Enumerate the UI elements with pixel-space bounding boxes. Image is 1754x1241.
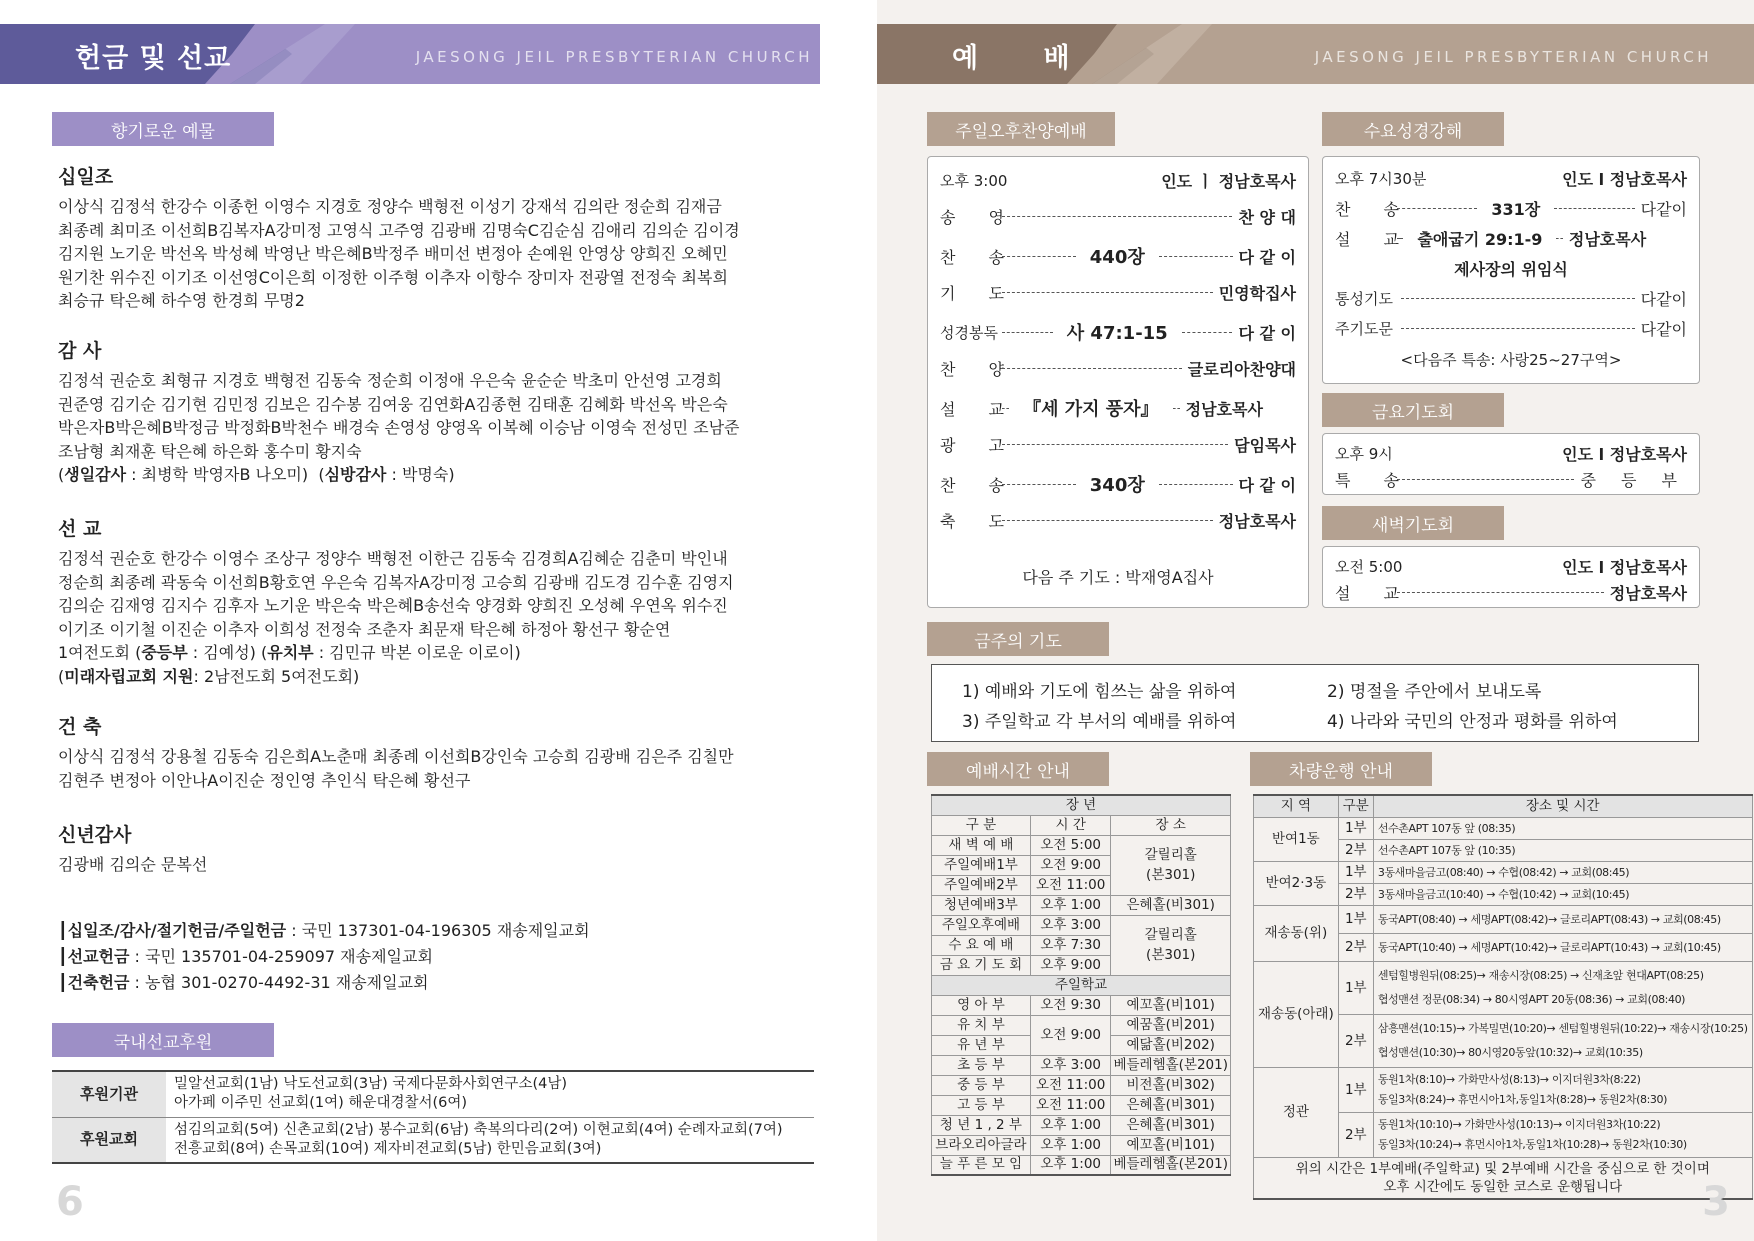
sunday-service-tag: 주일오후찬양예배 bbox=[927, 112, 1115, 146]
building-section bbox=[58, 712, 838, 792]
next-prayer: 다음 주 기도 : 박재영A집사 bbox=[1022, 568, 1214, 587]
prayer-item: 4) 나라와 국민의 안정과 평화를 위하여 bbox=[1327, 712, 1618, 732]
dawn-header-row: 오전 5:00 인도 l 정남호목사 bbox=[1335, 558, 1687, 577]
offering-tag: 향기로운 예물 bbox=[52, 112, 274, 146]
domestic-mission-tag: 국내선교후원 bbox=[52, 1023, 274, 1057]
order-row: 성경봉독 사 47:1-15 다 같 이 bbox=[940, 323, 1296, 344]
order-row: 찬 양 글로리아찬양대 bbox=[940, 360, 1296, 379]
table-row: 2부 선수촌APT 107동 앞 (10:35) bbox=[1254, 840, 1753, 862]
donor-line: 최승규 탁은혜 하수영 한경희 무명2 bbox=[58, 291, 305, 310]
friday-order-box bbox=[1322, 433, 1700, 495]
school-header: 주일학교 bbox=[932, 975, 1231, 995]
donor-line: 권준영 김기순 김기현 김민정 김보은 김수봉 김여웅 김연화A김종현 김태훈 김혜화 박선옥 박은숙 bbox=[58, 394, 728, 414]
account-item: ┃건축헌금 : 농협 301-0270-4492-31 재송제일교회 bbox=[58, 973, 429, 992]
support-cell: 섬김의교회(5여) 신촌교회(2남) 봉수교회(6남) 축복의다리(2여) 이현교회(4여) 순례자교회(7여) 전흥교회(8여) 손목교회(10여) 제자비젼교회(5남) 한민음교회(3여) bbox=[166, 1117, 814, 1163]
donor-line: 김지원 노기운 박선옥 박성혜 박영난 박은혜B박정주 배미선 변정아 손예원 안영상 양희진 오혜민 bbox=[58, 244, 728, 263]
mission-section bbox=[58, 514, 838, 688]
table-row bbox=[52, 1117, 814, 1163]
table-row: 고 등 부 오전 11:00 은혜홀(비301) bbox=[932, 1095, 1231, 1115]
dawn-prayer-tag: 새벽기도회 bbox=[1322, 506, 1504, 540]
col-header: 구 분 bbox=[932, 815, 1031, 835]
table-row: 유 치 부 오전 9:00 예꿈홀(비201) bbox=[932, 1015, 1231, 1035]
next-week-note: <다음주 특송: 사랑25~27구역> bbox=[1400, 351, 1622, 369]
prayer-item: 2) 명절을 주안에서 보내도록 bbox=[1327, 682, 1542, 702]
table-row bbox=[52, 1071, 814, 1117]
tithe-heading: 십일조 bbox=[58, 166, 114, 188]
table-row: 늘 푸 른 모 임 오후 1:00 베들레헴홀(본201) bbox=[932, 1155, 1231, 1175]
schedule-table bbox=[931, 794, 1231, 1176]
donor-line: 박은자B박은혜B박정금 박정화B박천수 배경숙 손영성 양영옥 이복혜 이승남 이영숙 전성민 조남준 bbox=[58, 418, 740, 437]
order-row: 특 송 중 등 부 bbox=[1335, 471, 1687, 490]
table-row: 중 등 부 오전 11:00 비전홀(비302) bbox=[932, 1075, 1231, 1095]
left-subtitle: JAESONG JEIL PRESBYTERIAN CHURCH bbox=[415, 48, 813, 66]
car-note: 위의 시간은 1부예배(주일학교) 및 2부예배 시간을 중심으로 한 것이며 오후 시간에도 동일한 코스로 운행됩니다 bbox=[1254, 1158, 1753, 1200]
table-row: 초 등 부 오후 3:00 베들레헴홀(본201) bbox=[932, 1055, 1231, 1075]
col-header: 시 간 bbox=[1030, 815, 1111, 835]
right-subtitle: JAESONG JEIL PRESBYTERIAN CHURCH bbox=[1314, 48, 1712, 66]
table-row: 반여2·3동 1부 3동새마을금고(08:40) → 수협(08:42) → 교회(08:45) bbox=[1254, 862, 1753, 884]
table-row: 정관 1부 동원1차(8:10)→ 가화만사성(8:13)→ 이지더원3차(8:22) 동일3차(8:24)→ 휴먼시아1차,동일1차(8:28)→ 동원2차(8:30) bbox=[1254, 1068, 1753, 1113]
donor-line: 김정석 권순호 한강수 이영수 조상구 정양수 백형전 이한근 김동숙 김경희A김혜순 김춘미 박인내 bbox=[58, 549, 728, 568]
right-title: 예 배 bbox=[952, 43, 1098, 74]
account-list bbox=[58, 918, 590, 996]
support-head: 후원기관 bbox=[52, 1071, 166, 1117]
table-row bbox=[932, 815, 1231, 835]
table-row: 주일예배2부 오전 11:00 bbox=[932, 875, 1231, 895]
sunday-order-box bbox=[927, 156, 1309, 608]
thanks-heading: 감 사 bbox=[58, 340, 102, 362]
car-table bbox=[1253, 794, 1753, 1200]
table-row: 수 요 예 배 오후 7:30 bbox=[932, 935, 1231, 955]
fri-header-row: 오후 9시 인도 l 정남호목사 bbox=[1335, 445, 1687, 464]
table-row: 브라오리아글라 오후 1:00 예꼬홀(비101) bbox=[932, 1135, 1231, 1155]
mission-extra: (미래자립교회 지원: 2남전도회 5여전도회) bbox=[58, 666, 360, 686]
donor-line: 조남형 최재훈 탁은혜 하은화 홍수미 황지숙 bbox=[58, 441, 362, 461]
order-row: 통성기도 다같이 bbox=[1335, 290, 1687, 309]
order-row: 광 고 담임목사 bbox=[940, 436, 1296, 455]
table-row: 반여1동 1부 선수촌APT 107동 앞 (08:35) bbox=[1254, 818, 1753, 840]
table-row bbox=[932, 975, 1231, 995]
thanks-section bbox=[58, 336, 838, 487]
dawn-order-box bbox=[1322, 546, 1700, 608]
wed-header-row: 오후 7시30분 인도 l 정남호목사 bbox=[1335, 170, 1687, 189]
page-number: 3 bbox=[1702, 1179, 1730, 1225]
left-title: 헌금 및 선교 bbox=[75, 43, 232, 74]
account-item: ┃십일조/감사/절기헌금/주일헌금 : 국민 137301-04-196305 재송제일교회 bbox=[58, 921, 590, 940]
order-row: 송 영 찬 양 대 bbox=[940, 208, 1296, 227]
donor-line: 최종례 최미조 이선희B김복자A강미정 고영식 고주영 김광배 김명숙C김순심 김애리 김의순 김이경 bbox=[58, 220, 740, 240]
sermon-title: 제사장의 위임식 bbox=[1454, 260, 1568, 279]
page-number: 6 bbox=[56, 1179, 84, 1225]
col-header: 구분 bbox=[1338, 795, 1373, 818]
donor-line: 이상식 김정석 강용철 김동숙 김은희A노춘매 최종례 이선희B강인숙 고승희 김광배 김은주 김칠만 bbox=[58, 747, 734, 766]
support-head: 후원교회 bbox=[52, 1117, 166, 1163]
place-cell: 갈릴리홀 (본301) bbox=[1111, 835, 1231, 895]
table-row: 영 아 부 오전 9:30 예꼬홀(비101) bbox=[932, 995, 1231, 1015]
wednesday-service-tag: 수요성경강해 bbox=[1322, 112, 1504, 146]
weekly-prayer-tag: 금주의 기도 bbox=[927, 622, 1109, 656]
order-row: 찬 송 340장 다 같 이 bbox=[940, 475, 1297, 496]
table-row: 주일오후예배 오후 3:00 갈릴리홀 (본301) bbox=[932, 915, 1231, 935]
place-cell: 은혜홀(비301) bbox=[1111, 895, 1231, 915]
thanks-extra: (생일감사 : 최병학 박영자B 나오미) (심방감사 : 박명숙) bbox=[58, 465, 455, 484]
donor-line: 김현주 변정아 이안나A이진순 정인영 추인식 탁은혜 황선구 bbox=[58, 770, 471, 790]
newyear-heading: 신년감사 bbox=[58, 824, 132, 846]
donor-line: 김정석 권순호 최형규 지경호 백형전 김동숙 정순희 이정애 우은숙 윤순순 박초미 안선영 고경희 bbox=[58, 371, 722, 390]
support-table bbox=[52, 1070, 814, 1164]
donor-line: 김광배 김의순 문복선 bbox=[58, 855, 208, 874]
right-banner bbox=[877, 24, 1754, 84]
left-banner bbox=[0, 24, 877, 84]
order-row: 설 교 정남호목사 bbox=[1335, 584, 1687, 603]
donor-line: 김의순 김재영 김지수 김후자 노기운 박은숙 박은혜B송선숙 양경화 양희진 오성혜 우연옥 위수진 bbox=[58, 596, 728, 615]
mission-extra: 1여전도회 (중등부 : 김예성) (유치부 : 김민규 박본 이로운 이로이) bbox=[58, 643, 521, 662]
order-row: 찬 송 440장 다 같 이 bbox=[940, 247, 1297, 268]
table-row: 청 년 1 , 2 부 오후 1:00 은혜홀(비301) bbox=[932, 1115, 1231, 1135]
wednesday-order-box bbox=[1322, 156, 1700, 384]
mission-heading: 선 교 bbox=[58, 518, 102, 540]
table-row: 청년예배3부 오후 1:00 은혜홀(비301) bbox=[932, 895, 1231, 915]
col-header: 장소 및 시간 bbox=[1373, 795, 1752, 818]
order-row: 설 교 『세 가지 풍자』 정남호목사 bbox=[940, 399, 1263, 420]
table-row bbox=[932, 795, 1231, 815]
col-header: 장 소 bbox=[1111, 815, 1231, 835]
tithe-section bbox=[58, 162, 838, 313]
table-row: 2부 3동새마을금고(10:40) → 수협(10:42) → 교회(10:45) bbox=[1254, 884, 1753, 906]
table-row: 유 년 부 예닮홀(비202) bbox=[932, 1035, 1231, 1055]
order-row: 설 교 출애굽기 29:1-9 정남호목사 bbox=[1335, 230, 1647, 249]
table-row: 금 요 기 도 회 오후 9:00 bbox=[932, 955, 1231, 975]
prayer-item: 1) 예배와 기도에 힘쓰는 삶을 위하여 bbox=[962, 682, 1237, 702]
newyear-section bbox=[58, 820, 838, 877]
order-row: 기 도 민영학집사 bbox=[940, 284, 1296, 303]
col-header: 지 역 bbox=[1254, 795, 1339, 818]
prayer-box bbox=[931, 664, 1699, 742]
table-row: 재송동(위) 1부 동국APT(08:40) → 세명APT(08:42)→ 글로리APT(08:43) → 교회(08:45) bbox=[1254, 906, 1753, 934]
car-tag: 차량운행 안내 bbox=[1250, 752, 1432, 786]
account-item: ┃선교헌금 : 국민 135701-04-259097 재송제일교회 bbox=[58, 947, 433, 966]
table-row: 주일예배1부 오전 9:00 bbox=[932, 855, 1231, 875]
table-row: 2부 동국APT(10:40) → 세명APT(10:42)→ 글로리APT(10:43) → 교회(10:45) bbox=[1254, 934, 1753, 962]
right-page bbox=[877, 0, 1754, 1241]
friday-prayer-tag: 금요기도회 bbox=[1322, 393, 1504, 427]
adult-header: 장 년 bbox=[932, 795, 1231, 815]
donor-line: 이기조 이기철 이진순 이추자 이희성 전정숙 조춘자 최문재 탁은혜 하정아 황선구 황순연 bbox=[58, 619, 671, 639]
prayer-item: 3) 주일학교 각 부서의 예배를 위하여 bbox=[962, 712, 1237, 732]
order-row: 찬 송 331장 다같이 bbox=[1335, 200, 1688, 219]
table-row: 새 벽 예 배 오전 5:00 갈릴리홀 (본301) bbox=[932, 835, 1231, 855]
table-row bbox=[1254, 795, 1753, 818]
donor-line: 원기찬 위수진 이기조 이선영C이은희 이정한 이주형 이추자 이항수 장미자 전광열 전정숙 최복희 bbox=[58, 267, 728, 287]
table-row: 2부 삼흥맨션(10:15)→ 가복밀면(10:20)→ 센텀힐병원뒤(10:22)→ 재송시장(10:25) 협성맨션(10:30)→ 80시영20동앞(10:32)→ 교회(10:35) bbox=[1254, 1015, 1753, 1068]
table-row: 재송동(아래) 1부 센텀힐병원뒤(08:25)→ 재송시장(08:25) → 신재초앞 현대APT(08:25) 협성맨션 정문(08:34) → 80시영APT 20동(08:36) → 교회(08:40) bbox=[1254, 962, 1753, 1015]
building-heading: 건 축 bbox=[58, 716, 102, 738]
schedule-tag: 예배시간 안내 bbox=[927, 752, 1109, 786]
support-cell: 밀알선교회(1남) 낙도선교회(3남) 국제다문화사회연구소(4남) 아가페 이주민 선교회(1여) 해운대경찰서(6여) bbox=[166, 1071, 814, 1117]
donor-line: 정순희 최종례 곽동숙 이선희B황호연 우은숙 김복자A강미정 고승희 김광배 김도경 김수훈 김영지 bbox=[58, 572, 734, 592]
order-row: 축 도 정남호목사 bbox=[940, 512, 1296, 531]
donor-line: 이상식 김정석 한강수 이종헌 이영수 지경호 정양수 백형전 이성기 강재석 김의란 정순희 김재금 bbox=[58, 197, 722, 216]
table-row bbox=[1254, 1158, 1753, 1200]
table-row: 2부 동원1차(10:10)→ 가화만사성(10:13)→ 이지더원3차(10:22) 동일3차(10:24)→ 휴먼시아1차,동일1차(10:28)→ 동원2차(10:30) bbox=[1254, 1113, 1753, 1158]
sunday-header-row: 오후 3:00 인도 ㅣ 정남호목사 bbox=[940, 172, 1296, 191]
place-cell: 갈릴리홀 (본301) bbox=[1111, 915, 1231, 975]
order-row: 주기도문 다같이 bbox=[1335, 320, 1687, 339]
